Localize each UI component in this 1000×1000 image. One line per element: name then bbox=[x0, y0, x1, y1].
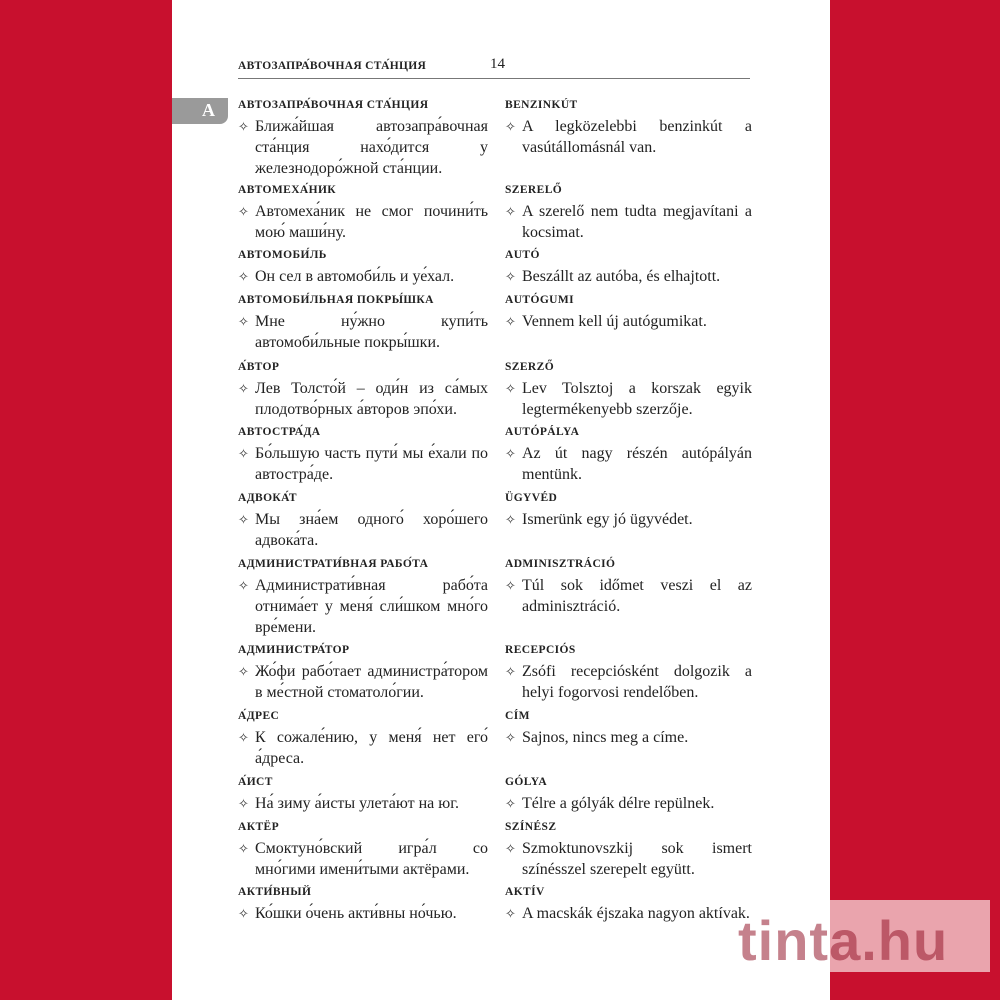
diamond-bullet-icon: ✧ bbox=[505, 841, 516, 856]
thumb-tab-letter: A bbox=[202, 100, 215, 120]
hu-example: Az út nagy részén autópályán mentünk. bbox=[522, 445, 752, 483]
ru-entry bbox=[238, 885, 488, 924]
ru-entry bbox=[238, 557, 488, 638]
ru-example-block bbox=[238, 838, 488, 880]
hu-example: Szmoktunovszkij sok ismert színésszel szerepelt együtt. bbox=[522, 840, 752, 878]
ru-example-block bbox=[238, 443, 488, 485]
ru-example-block bbox=[238, 793, 488, 814]
diamond-bullet-icon: ✧ bbox=[238, 906, 249, 921]
ru-example: Мне ну́жно купи́ть автомоби́льные покры́шки. bbox=[255, 313, 488, 351]
hu-headword: SZÍNÉSZ bbox=[505, 821, 557, 833]
hu-entry bbox=[505, 643, 752, 703]
ru-example-block bbox=[238, 311, 488, 353]
diamond-bullet-icon: ✧ bbox=[238, 730, 249, 745]
ru-entry bbox=[238, 820, 488, 880]
hu-example-block bbox=[505, 575, 752, 617]
ru-headword: А́ДРЕС bbox=[238, 710, 280, 722]
hu-headword: ADMINISZTRÁCIÓ bbox=[505, 558, 616, 570]
ru-entry bbox=[238, 709, 488, 769]
ru-headword: АВТОМОБИ́ЛЬНАЯ ПОКРЫ́ШКА bbox=[238, 294, 434, 306]
diamond-bullet-icon: ✧ bbox=[238, 119, 249, 134]
ru-example-block bbox=[238, 116, 488, 179]
ru-example-block bbox=[238, 575, 488, 638]
watermark-logo: tinta.hu bbox=[738, 909, 949, 972]
ru-example-block bbox=[238, 266, 488, 287]
alphabet-thumb-tab bbox=[172, 98, 228, 124]
hu-example-block bbox=[505, 903, 752, 924]
diamond-bullet-icon: ✧ bbox=[238, 512, 249, 527]
ru-example: Он сел в автомоби́ль и уе́хал. bbox=[255, 268, 455, 285]
hu-headword: ÜGYVÉD bbox=[505, 492, 558, 504]
ru-example-block bbox=[238, 727, 488, 769]
ru-entry bbox=[238, 491, 488, 551]
hu-example: Zsófi recepciósként dolgozik a helyi fogorvosi rendelőben. bbox=[522, 663, 752, 701]
hu-example: Sajnos, nincs meg a címe. bbox=[522, 729, 689, 746]
hu-example-block bbox=[505, 443, 752, 485]
ru-headword: АВТОСТРА́ДА bbox=[238, 426, 321, 438]
ru-headword: АВТОЗАПРА́ВОЧНАЯ СТА́НЦИЯ bbox=[238, 99, 429, 111]
diamond-bullet-icon: ✧ bbox=[505, 906, 516, 921]
hu-example-block bbox=[505, 661, 752, 703]
diamond-bullet-icon: ✧ bbox=[238, 269, 249, 284]
ru-entry bbox=[238, 425, 488, 485]
hu-entry bbox=[505, 183, 752, 243]
hu-entry bbox=[505, 98, 752, 158]
diamond-bullet-icon: ✧ bbox=[505, 512, 516, 527]
hu-example-block bbox=[505, 378, 752, 420]
hu-example: A legközelebbi benzinkút a vasútállomásnál van. bbox=[522, 118, 752, 156]
diamond-bullet-icon: ✧ bbox=[238, 314, 249, 329]
running-header bbox=[238, 56, 750, 79]
diamond-bullet-icon: ✧ bbox=[238, 381, 249, 396]
diamond-bullet-icon: ✧ bbox=[505, 578, 516, 593]
hu-headword: AUTÓ bbox=[505, 249, 540, 261]
ru-headword: АВТОМОБИ́ЛЬ bbox=[238, 249, 327, 261]
hu-entry bbox=[505, 775, 752, 814]
ru-example: Бо́льшую часть пути́ мы е́хали по автостра́де. bbox=[255, 445, 488, 483]
hu-entry bbox=[505, 820, 752, 880]
hu-entry bbox=[505, 425, 752, 485]
ru-headword: А́ВТОР bbox=[238, 361, 280, 373]
diamond-bullet-icon: ✧ bbox=[238, 446, 249, 461]
ru-example-block bbox=[238, 378, 488, 420]
diamond-bullet-icon: ✧ bbox=[505, 269, 516, 284]
hu-example-block bbox=[505, 116, 752, 158]
hu-example: Ismerünk egy jó ügyvédet. bbox=[522, 511, 693, 528]
diamond-bullet-icon: ✧ bbox=[505, 381, 516, 396]
hu-entry bbox=[505, 885, 752, 924]
ru-headword: АДВОКА́Т bbox=[238, 492, 297, 504]
diamond-bullet-icon: ✧ bbox=[505, 796, 516, 811]
hu-headword: AKTÍV bbox=[505, 886, 545, 898]
hu-headword: GÓLYA bbox=[505, 776, 548, 788]
ru-example: К сожале́нию, у меня́ нет его́ а́дреса. bbox=[255, 729, 488, 767]
diamond-bullet-icon: ✧ bbox=[238, 664, 249, 679]
ru-example: Мы зна́ем одного́ хоро́шего адвока́та. bbox=[255, 511, 488, 549]
hu-headword: CÍM bbox=[505, 710, 530, 722]
hu-example: Télre a gólyák délre repülnek. bbox=[522, 795, 715, 812]
ru-example: Смоктуно́вский игра́л со мно́гими имени́тыми актёрами. bbox=[255, 840, 488, 878]
hu-example: Lev Tolsztoj a korszak egyik legtermékenyebb szerzője. bbox=[522, 380, 752, 418]
hu-example: Beszállt az autóba, és elhajtott. bbox=[522, 268, 721, 285]
ru-example: На́ зиму а́исты улета́ют на юг. bbox=[255, 795, 459, 812]
ru-example: Ко́шки о́чень акти́вны но́чью. bbox=[255, 905, 457, 922]
ru-example: Администрати́вная рабо́та отнима́ет у меня́ сли́шком мно́го вре́мени. bbox=[255, 577, 488, 636]
ru-entry bbox=[238, 183, 488, 243]
hu-entry bbox=[505, 557, 752, 617]
diamond-bullet-icon: ✧ bbox=[505, 119, 516, 134]
diamond-bullet-icon: ✧ bbox=[238, 841, 249, 856]
ru-example-block bbox=[238, 903, 488, 924]
hu-headword: SZERELŐ bbox=[505, 184, 563, 196]
diamond-bullet-icon: ✧ bbox=[238, 204, 249, 219]
header-title: АВТОЗАПРА́ВОЧНАЯ СТА́НЦИЯ bbox=[238, 60, 427, 72]
hu-example-block bbox=[505, 509, 752, 530]
ru-headword: АДМИНИСТРАТИ́ВНАЯ РАБО́ТА bbox=[238, 558, 429, 570]
ru-headword: А́ИСТ bbox=[238, 776, 273, 788]
hu-entry bbox=[505, 293, 752, 332]
diamond-bullet-icon: ✧ bbox=[505, 204, 516, 219]
hu-example-block bbox=[505, 311, 752, 332]
hu-example: Túl sok időmet veszi el az adminisztráció. bbox=[522, 577, 752, 615]
ru-example: Автомеха́ник не смог почини́ть мою́ маши́ну. bbox=[255, 203, 488, 241]
hu-headword: AUTÓGUMI bbox=[505, 294, 575, 306]
hu-example: Vennem kell új autógumikat. bbox=[522, 313, 707, 330]
ru-entry bbox=[238, 643, 488, 703]
diamond-bullet-icon: ✧ bbox=[505, 730, 516, 745]
hu-entry bbox=[505, 248, 752, 287]
ru-headword: АДМИНИСТРА́ТОР bbox=[238, 644, 350, 656]
diamond-bullet-icon: ✧ bbox=[238, 578, 249, 593]
ru-example: Лев Толсто́й – оди́н из са́мых плодотво́рных а́второв эпо́хи. bbox=[255, 380, 488, 418]
hu-example-block bbox=[505, 201, 752, 243]
diamond-bullet-icon: ✧ bbox=[505, 446, 516, 461]
hu-headword: SZERZŐ bbox=[505, 361, 555, 373]
ru-example-block bbox=[238, 509, 488, 551]
hu-example: A macskák éjszaka nagyon aktívak. bbox=[522, 905, 750, 922]
ru-entry bbox=[238, 775, 488, 814]
hu-example: A szerelő nem tudta megjavítani a kocsimat. bbox=[522, 203, 752, 241]
hu-entry bbox=[505, 360, 752, 420]
hu-entry bbox=[505, 491, 752, 530]
ru-entry bbox=[238, 98, 488, 179]
diamond-bullet-icon: ✧ bbox=[505, 664, 516, 679]
diamond-bullet-icon: ✧ bbox=[505, 314, 516, 329]
ru-headword: АКТИ́ВНЫЙ bbox=[238, 886, 312, 898]
diamond-bullet-icon: ✧ bbox=[238, 796, 249, 811]
hu-example-block bbox=[505, 838, 752, 880]
ru-example: Жо́фи рабо́тает администра́тором в ме́стной стоматоло́гии. bbox=[255, 663, 488, 701]
hu-entry bbox=[505, 709, 752, 748]
ru-example: Ближа́йшая автозапра́вочная ста́нция нахо́дится у железнодоро́жной ста́нции. bbox=[255, 118, 488, 177]
ru-headword: АКТЁР bbox=[238, 821, 280, 833]
ru-example-block bbox=[238, 661, 488, 703]
ru-entry bbox=[238, 360, 488, 420]
hu-example-block bbox=[505, 793, 752, 814]
hu-headword: AUTÓPÁLYA bbox=[505, 426, 580, 438]
ru-entry bbox=[238, 248, 488, 287]
ru-entry bbox=[238, 293, 488, 353]
hu-example-block bbox=[505, 727, 752, 748]
page-number: 14 bbox=[490, 56, 505, 72]
ru-headword: АВТОМЕХА́НИК bbox=[238, 184, 337, 196]
hu-example-block bbox=[505, 266, 752, 287]
ru-example-block bbox=[238, 201, 488, 243]
hu-headword: RECEPCIÓS bbox=[505, 644, 576, 656]
hu-headword: BENZINKÚT bbox=[505, 99, 578, 111]
